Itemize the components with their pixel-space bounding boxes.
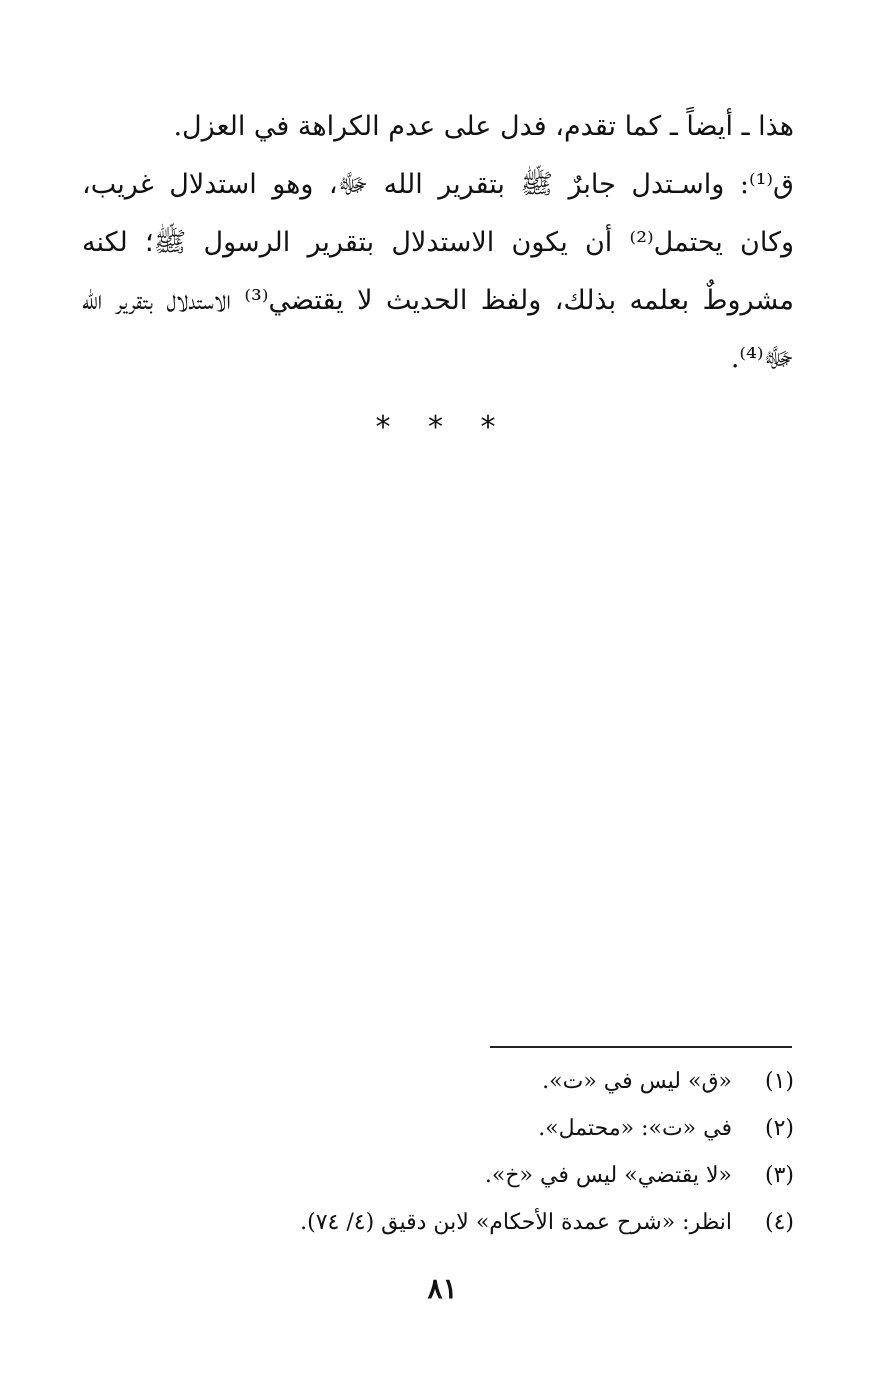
footnote-number: (٣) [764,1163,794,1188]
footnote-divider [490,1046,792,1048]
footnote-text: في «ت»: «محتمل». [538,1116,732,1141]
page-number: ٨١ [427,1272,458,1305]
footnote-number: (١) [764,1069,794,1094]
paragraph-1: هذا ـ أيضاً ـ كما تقدم، فدل على عدم الكراهة في العزل. [173,111,794,142]
footnote-3 [200,1152,794,1199]
footnotes [200,1058,794,1246]
footnote-4 [200,1199,794,1246]
footnote-text: انظر: «شرح عمدة الأحكام» لابن دقيق (٤/ ٧٤). [300,1210,732,1235]
footnote-text: «لا يقتضي» ليس في «خ». [484,1163,732,1188]
main-text [82,98,794,388]
paragraph-2: ق⁽¹⁾: واسـتدل جابرٌ ﷺ بتقرير الله ﷻ، وهو استدلال غريب، وكان يحتمل⁽²⁾ أن يكون الاستدلال بتقرير الرسول ﷺ؛ لكنه مشروطٌ بعلمه بذلك، ولفظ الحديث لا يقتضي⁽³⁾ الاستدلال بتقرير الله ﷻ⁽⁴⁾. [82,169,794,374]
footnote-text: «ق» ليس في «ت». [542,1069,732,1094]
footnote-2 [200,1105,794,1152]
section-separator: * * * [375,410,510,445]
footnote-1 [200,1058,794,1105]
footnote-number: (٤) [764,1210,794,1235]
footnote-number: (٢) [764,1116,794,1141]
